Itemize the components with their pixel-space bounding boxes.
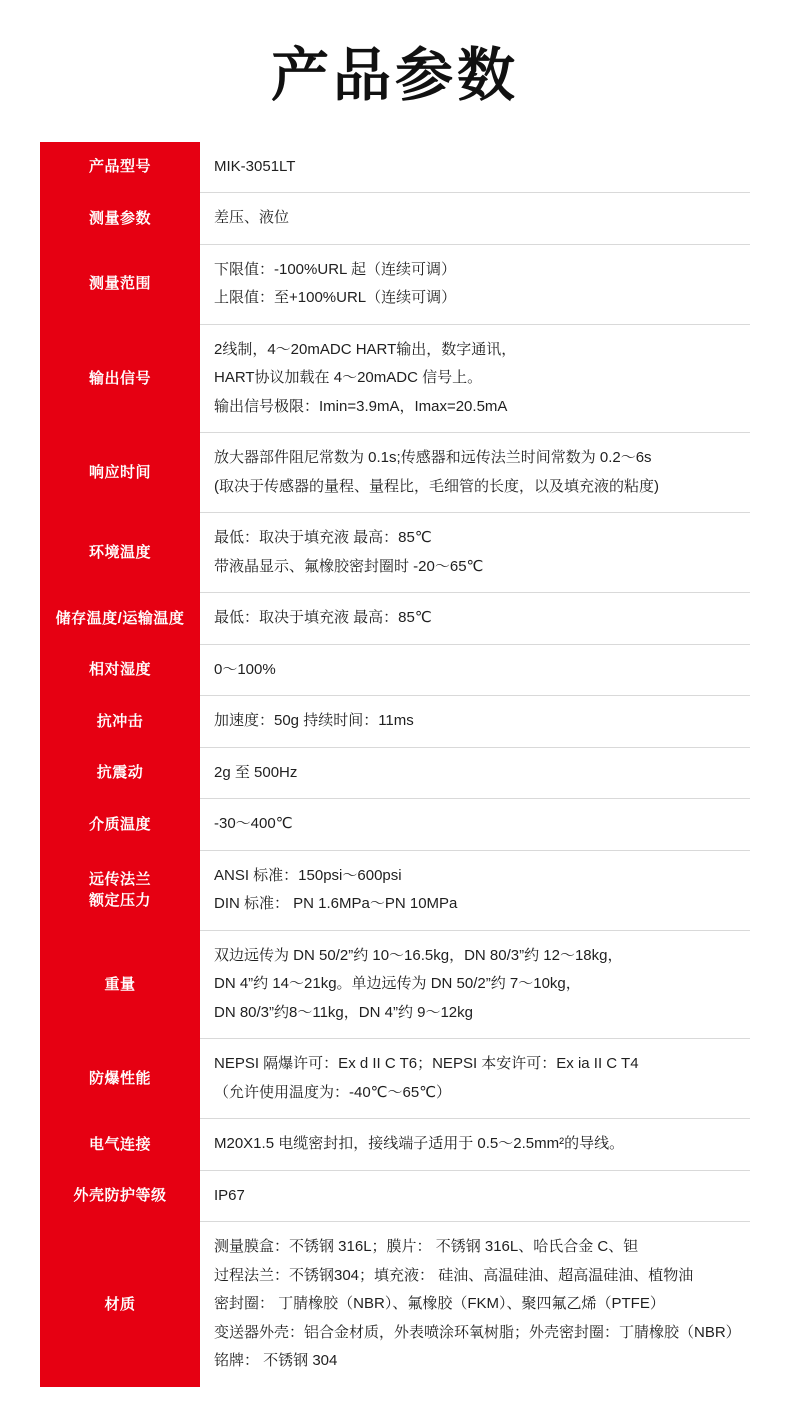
spec-value-line: -30～400℃: [214, 815, 293, 833]
spec-label-line: 输出信号: [88, 369, 151, 387]
spec-value-line: （允许使用温度为：-40℃～65℃）: [214, 1083, 452, 1101]
spec-value-line: 双边远传为 DN 50/2”约 10～16.5kg，DN 80/3”约 12～18kg，: [214, 946, 623, 964]
spec-label-line: 响应时间: [88, 463, 151, 481]
spec-label-line: 抗冲击: [96, 712, 144, 730]
spec-value-line: NEPSI 隔爆许可：Ex d II C T6；NEPSI 本安许可：Ex ia II C T4: [214, 1055, 639, 1073]
page-title: 产品参数: [270, 43, 519, 108]
spec-label-line: 储存温度/运输温度: [55, 609, 185, 627]
spec-value-cell: [200, 324, 750, 433]
spec-value-line: 带液晶显示、氟橡胶密封圈时 -20～65℃: [214, 557, 484, 575]
spec-value-cell: [200, 513, 750, 593]
spec-value-line: 2线制，4～20mADC HART输出，数字通讯，: [214, 340, 517, 358]
spec-value-cell: [200, 930, 750, 1039]
spec-value-cell: [200, 1222, 750, 1387]
spec-label-cell: [40, 142, 200, 193]
spec-value-cell: [200, 1170, 750, 1222]
spec-label-cell: [40, 433, 200, 513]
spec-value-line: HART协议加载在 4～20mADC 信号上。: [214, 369, 483, 387]
spec-value-line: 放大器部件阻尼常数为 0.1s;传感器和远传法兰时间常数为 0.2～6s: [214, 449, 652, 467]
spec-value-cell: [200, 799, 750, 851]
table-row: [40, 244, 750, 324]
table-row: [40, 593, 750, 645]
table-row: [40, 930, 750, 1039]
table-row: [40, 1170, 750, 1222]
spec-value-line: IP67: [214, 1186, 245, 1204]
table-row: [40, 142, 750, 193]
spec-value-line: DN 80/3”约8～11kg，DN 4”约 9～12kg: [214, 1003, 473, 1021]
spec-value-line: 过程法兰：不锈钢304；填充液： 硅油、高温硅油、超高温硅油、植物油: [214, 1266, 694, 1284]
spec-label-line: 环境温度: [88, 543, 151, 561]
table-row: [40, 696, 750, 748]
spec-label-line: 测量参数: [88, 209, 151, 227]
spec-value-line: 变送器外壳：铝合金材质，外表喷涂环氧树脂；外壳密封圈：丁腈橡胶（NBR）: [214, 1323, 741, 1341]
spec-value-line: (取决于传感器的量程、量程比，毛细管的长度，以及填充液的粘度): [214, 477, 659, 495]
spec-label-cell: [40, 244, 200, 324]
spec-value-cell: [200, 593, 750, 645]
spec-value-line: 上限值：至+100%URL（连续可调）: [214, 289, 457, 307]
spec-label-line: 外壳防护等级: [73, 1187, 167, 1205]
spec-value-line: ANSI 标准：150psi～600psi: [214, 866, 402, 884]
spec-value-cell: [200, 1119, 750, 1171]
spec-value-cell: [200, 747, 750, 799]
spec-value-cell: [200, 850, 750, 930]
spec-value-line: 下限值：-100%URL 起（连续可调）: [214, 260, 456, 278]
table-row: [40, 799, 750, 851]
spec-label-cell: [40, 1119, 200, 1171]
spec-label-line: 介质温度: [88, 815, 151, 833]
table-row: [40, 850, 750, 930]
spec-label-cell: [40, 593, 200, 645]
table-row: [40, 747, 750, 799]
spec-label-line: 抗震动: [96, 764, 144, 782]
spec-label-line: 材质: [104, 1295, 136, 1313]
spec-label-cell: [40, 799, 200, 851]
spec-label-cell: [40, 1170, 200, 1222]
spec-label-cell: [40, 850, 200, 930]
spec-table-wrapper: [40, 142, 750, 1387]
spec-label-line: 产品型号: [88, 158, 151, 176]
spec-label-line: 防爆性能: [88, 1069, 151, 1087]
table-row: [40, 513, 750, 593]
spec-label-line: 重量: [104, 975, 136, 993]
table-row: [40, 1119, 750, 1171]
spec-label-cell: [40, 193, 200, 245]
spec-label-cell: [40, 930, 200, 1039]
spec-value-line: 0～100%: [214, 660, 276, 678]
spec-value-line: 2g 至 500Hz: [214, 763, 298, 781]
table-row: [40, 1039, 750, 1119]
spec-value-line: M20X1.5 电缆密封扣，接线端子适用于 0.5～2.5mm²的导线。: [214, 1135, 625, 1153]
spec-value-cell: [200, 433, 750, 513]
spec-value-line: 加速度：50g 持续时间：11ms: [214, 712, 414, 730]
spec-label-line: 额定压力: [88, 892, 151, 910]
spec-label-cell: [40, 1039, 200, 1119]
spec-label-line: 电气连接: [88, 1135, 151, 1153]
spec-label-cell: [40, 644, 200, 696]
table-row: [40, 433, 750, 513]
spec-label-line: 远传法兰: [88, 870, 151, 888]
spec-label-line: 测量范围: [88, 275, 151, 293]
spec-table-body: [40, 142, 750, 1387]
spec-value-line: MIK-3051LT: [214, 157, 296, 175]
spec-page: [0, 44, 790, 1427]
spec-label-cell: [40, 696, 200, 748]
table-row: [40, 324, 750, 433]
table-row: [40, 644, 750, 696]
spec-label-line: 相对湿度: [88, 661, 151, 679]
spec-value-line: DN 4”约 14～21kg。单边远传为 DN 50/2”约 7～10kg，: [214, 975, 581, 993]
table-row: [40, 193, 750, 245]
spec-label-cell: [40, 324, 200, 433]
spec-table: [40, 142, 750, 1387]
spec-value-line: 铭牌： 不锈钢 304: [214, 1352, 338, 1370]
spec-value-line: 差压、液位: [214, 209, 290, 227]
spec-value-line: 测量膜盒：不锈钢 316L；膜片： 不锈钢 316L、哈氏合金 C、钽: [214, 1238, 639, 1256]
spec-label-cell: [40, 747, 200, 799]
spec-value-cell: [200, 644, 750, 696]
spec-value-cell: [200, 1039, 750, 1119]
spec-value-line: 输出信号极限：Imin=3.9mA，Imax=20.5mA: [214, 397, 508, 415]
spec-label-cell: [40, 1222, 200, 1387]
spec-value-cell: [200, 193, 750, 245]
spec-value-cell: [200, 244, 750, 324]
spec-value-line: DIN 标准： PN 1.6MPa～PN 10MPa: [214, 895, 458, 913]
table-row: [40, 1222, 750, 1387]
spec-value-cell: [200, 142, 750, 193]
spec-value-line: 密封圈： 丁腈橡胶（NBR）、氟橡胶（FKM）、聚四氟乙烯（PTFE）: [214, 1295, 665, 1313]
spec-value-line: 最低：取决于填充液 最高：85℃: [214, 529, 432, 547]
spec-value-cell: [200, 696, 750, 748]
spec-label-cell: [40, 513, 200, 593]
spec-value-line: 最低：取决于填充液 最高：85℃: [214, 609, 432, 627]
